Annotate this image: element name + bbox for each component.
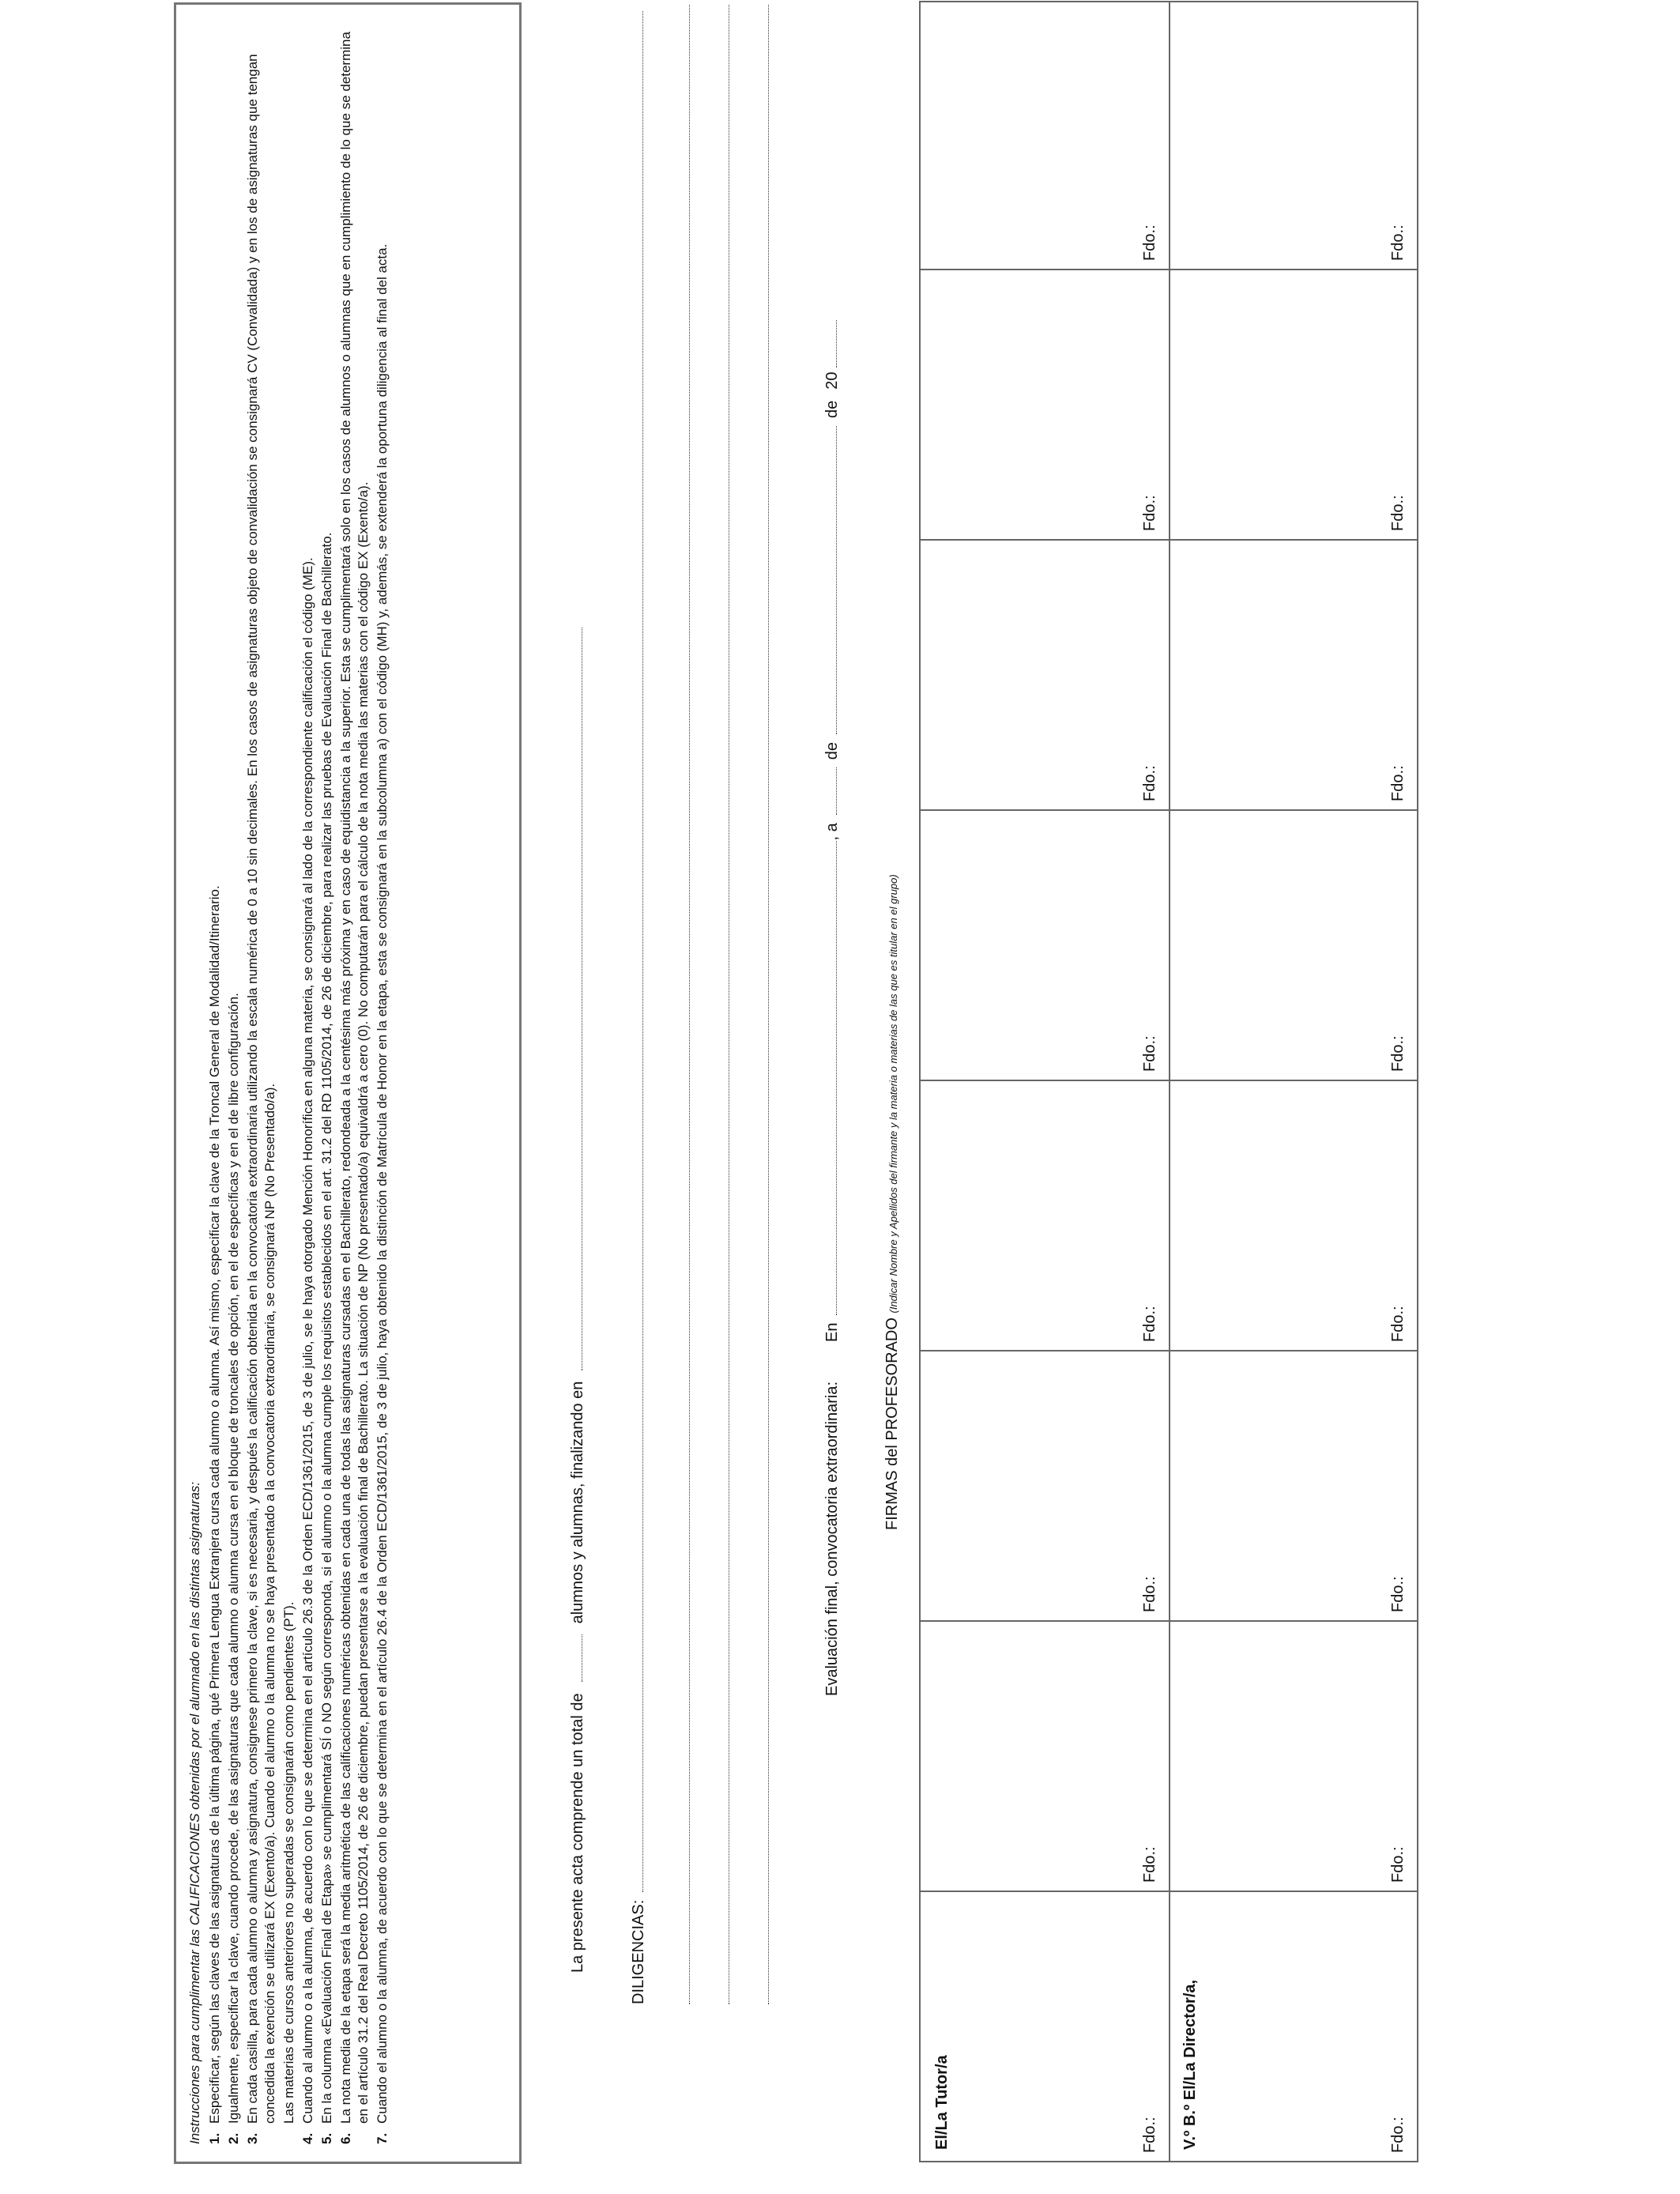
teacher-signature-cell[interactable]	[1169, 1350, 1417, 1620]
teacher-signature-cell[interactable]	[921, 1620, 1169, 1891]
year-prefix: 20	[823, 371, 841, 390]
teacher-signature-cell[interactable]	[921, 269, 1169, 539]
instruction-number: 1.	[207, 2132, 222, 2144]
teacher-signature-cell[interactable]	[1169, 809, 1417, 1080]
fdo-label: Fdo.:	[1141, 765, 1158, 801]
signature-row	[921, 2, 1170, 2161]
instruction-text: La nota media de la etapa será la media aritmética de las calificaciones numéricas obtenidas en cada una de todas las asignaturas cursadas en el Bachillerato, redondeada a la centésima más próxima y en caso de equidistancia a la superior. Esta se cumplimentará solo en los casos de alumnos o alumnas que en cumplimiento de lo que se determina en el artículo 31.2 del Real Decreto 1105/2014, de 26 de diciembre, puedan presentarse a la evaluación final de Bachillerato. La situación de NP (No presentado/a) equivaldrá a cero (0). No computarán para el cálculo de la nota media las materias con el código EX (Exento/a).	[338, 32, 371, 2124]
instruction-text: Cuando al alumno o a la alumna, de acuerdo con lo que se determina en el artículo 26.3 de la Orden ECD/1361/2015, de 3 de julio, se le haya otorgado Mención Honorífica en alguna materia, se consignará al lado de la correspondiente calificación el código (ME).	[300, 557, 315, 2124]
fdo-label: Fdo.:	[1389, 765, 1407, 801]
fdo-label: Fdo.:	[1389, 1306, 1407, 1342]
instruction-number: 6.	[338, 2132, 353, 2144]
diligencias-field[interactable]	[768, 5, 769, 2004]
evaluation-line	[822, 320, 842, 1696]
instruction-subtext: Las materias de cursos anteriores no superadas se consignarán como pendientes (PT).	[281, 1601, 296, 2124]
instruction-item	[299, 22, 317, 2144]
firmas-note: (Indicar Nombre y Apellidos del firmante y la materia o materias de las que es titular en el grupo)	[887, 874, 899, 1314]
teacher-signature-cell[interactable]	[921, 809, 1169, 1080]
instruction-number: 2.	[226, 2132, 241, 2144]
fdo-label: Fdo.:	[1141, 1576, 1158, 1612]
finalizing-label: alumnos y alumnas, finalizando en	[569, 1381, 586, 1624]
instruction-item	[337, 22, 372, 2144]
instruction-number: 4.	[300, 2132, 315, 2144]
tutor-signature-cell[interactable]	[921, 1891, 1169, 2161]
instructions-box	[174, 2, 522, 2164]
fdo-label: Fdo.:	[1389, 1035, 1407, 1072]
place-field[interactable]	[822, 841, 837, 1315]
fdo-label: Fdo.:	[1389, 495, 1407, 531]
diligencias-field[interactable]	[689, 5, 690, 2004]
firmas-title: FIRMAS del PROFESORADO	[883, 1318, 901, 1530]
finalizing-name-field[interactable]	[567, 628, 582, 1370]
fdo-label: Fdo.:	[1141, 1846, 1158, 1883]
evaluation-label: Evaluación final, convocatoria extraordinaria:	[823, 1382, 841, 1696]
instruction-item	[318, 22, 336, 2144]
signature-table	[919, 1, 1418, 2162]
fdo-label: Fdo.:	[1389, 1576, 1407, 1612]
tutor-label: El/La Tutor/a	[933, 2055, 951, 2150]
fdo-label: Fdo.:	[1389, 1846, 1407, 1883]
instruction-text: Cuando el alumno o la alumna, de acuerdo con lo que se determina en el artículo 26.4 de la Orden ECD/1361/2015, de 3 de julio, haya obtenido la distinción de Matrícula de Honor en la etapa, esta se consignará en la subcolumna a) con el código (MH) y, además, se extenderá la oportuna diligencia al final del acta.	[375, 243, 390, 2124]
director-label: V.º B.º El/La Director/a,	[1181, 1979, 1199, 2150]
teacher-signature-cell[interactable]	[1169, 539, 1417, 809]
instruction-number: 7.	[375, 2132, 390, 2144]
year-field[interactable]	[822, 320, 837, 368]
diligencias-field[interactable]	[628, 11, 643, 1892]
en-label: En	[823, 1322, 841, 1342]
instruction-number: 3.	[245, 2132, 260, 2144]
total-label: La presente acta comprende un total de	[569, 1693, 586, 1973]
total-count-field[interactable]	[567, 1634, 582, 1682]
instruction-text: En la columna «Evaluación Final de Etapa» se cumplimentará SÍ o NO según corresponda, si el alumno o la alumna cumple los requisitos establecidos en el art. 31.2 del RD 1105/2014, de 26 de diciembre, para realizar las pruebas de Evaluación Final de Bachillerato.	[319, 532, 334, 2124]
fdo-label: Fdo.:	[1141, 495, 1158, 531]
fdo-label: Fdo.:	[1389, 2117, 1407, 2153]
instruction-number: 5.	[319, 2132, 334, 2144]
firmas-title-line	[883, 874, 902, 1530]
de-label: de	[823, 400, 841, 419]
fdo-label: Fdo.:	[1141, 1035, 1158, 1072]
instruction-item	[244, 22, 279, 2144]
fdo-label: Fdo.:	[1141, 224, 1158, 261]
teacher-signature-cell[interactable]	[921, 539, 1169, 809]
instruction-item	[374, 22, 391, 2144]
instructions-intro: Instrucciones para cumplimentar las CALIFICACIONES obtenidas por el alumnado en las distintas asignaturas:	[187, 1481, 202, 2144]
day-field[interactable]	[822, 767, 837, 815]
instruction-text: En cada casilla, para cada alumno o alumna y asignatura, consignese primero la clave, si es necesaria, y después la calificación obtenida en la convocatoria extraordinaria utilizando la escala numérica de 0 a 10 sin decimales. En los casos de asignaturas objeto de convalidación se consignará CV (Convalidada) y en los de asignaturas que tengan concedida la exención se utilizará EX (Exento/a). Cuando el alumno o la alumna no se haya presentado a la convocatoria extraordinaria, se consignará NP (No Presentado/a).	[245, 54, 277, 2124]
instruction-item	[225, 22, 243, 2144]
fdo-label: Fdo.:	[1141, 2117, 1158, 2153]
instruction-item	[206, 22, 224, 2144]
teacher-signature-cell[interactable]	[1169, 2, 1417, 269]
diligencias-line	[628, 11, 648, 2004]
director-signature-cell[interactable]	[1169, 1891, 1417, 2161]
diligencias-label: DILIGENCIAS:	[630, 1899, 647, 2004]
teacher-signature-cell[interactable]	[1169, 269, 1417, 539]
fdo-label: Fdo.:	[1141, 1306, 1158, 1342]
a-label: , a	[823, 823, 841, 841]
teacher-signature-cell[interactable]	[921, 1350, 1169, 1620]
teacher-signature-cell[interactable]	[1169, 1080, 1417, 1350]
teacher-signature-cell[interactable]	[921, 2, 1169, 269]
teacher-signature-cell[interactable]	[1169, 1620, 1417, 1891]
instruction-text: Igualmente, especificar la clave, cuando procede, de las asignaturas que cada alumno o alumna cursa en el bloque de troncales de opción, en el de específicas y en el de libre configuración.	[226, 993, 241, 2124]
instruction-text: Especificar, según las claves de las asignaturas de la última página, qué Primera Lengua Extranjera cursa cada alumno o alumna. Así mismo, especificar la clave de la Troncal General de Modalidad/Itinerario.	[207, 885, 222, 2124]
signature-row	[1169, 2, 1417, 2161]
total-students-line	[567, 628, 587, 1973]
fdo-label: Fdo.:	[1389, 224, 1407, 261]
teacher-signature-cell[interactable]	[921, 1080, 1169, 1350]
de-label: de	[823, 742, 841, 760]
month-field[interactable]	[822, 426, 837, 734]
